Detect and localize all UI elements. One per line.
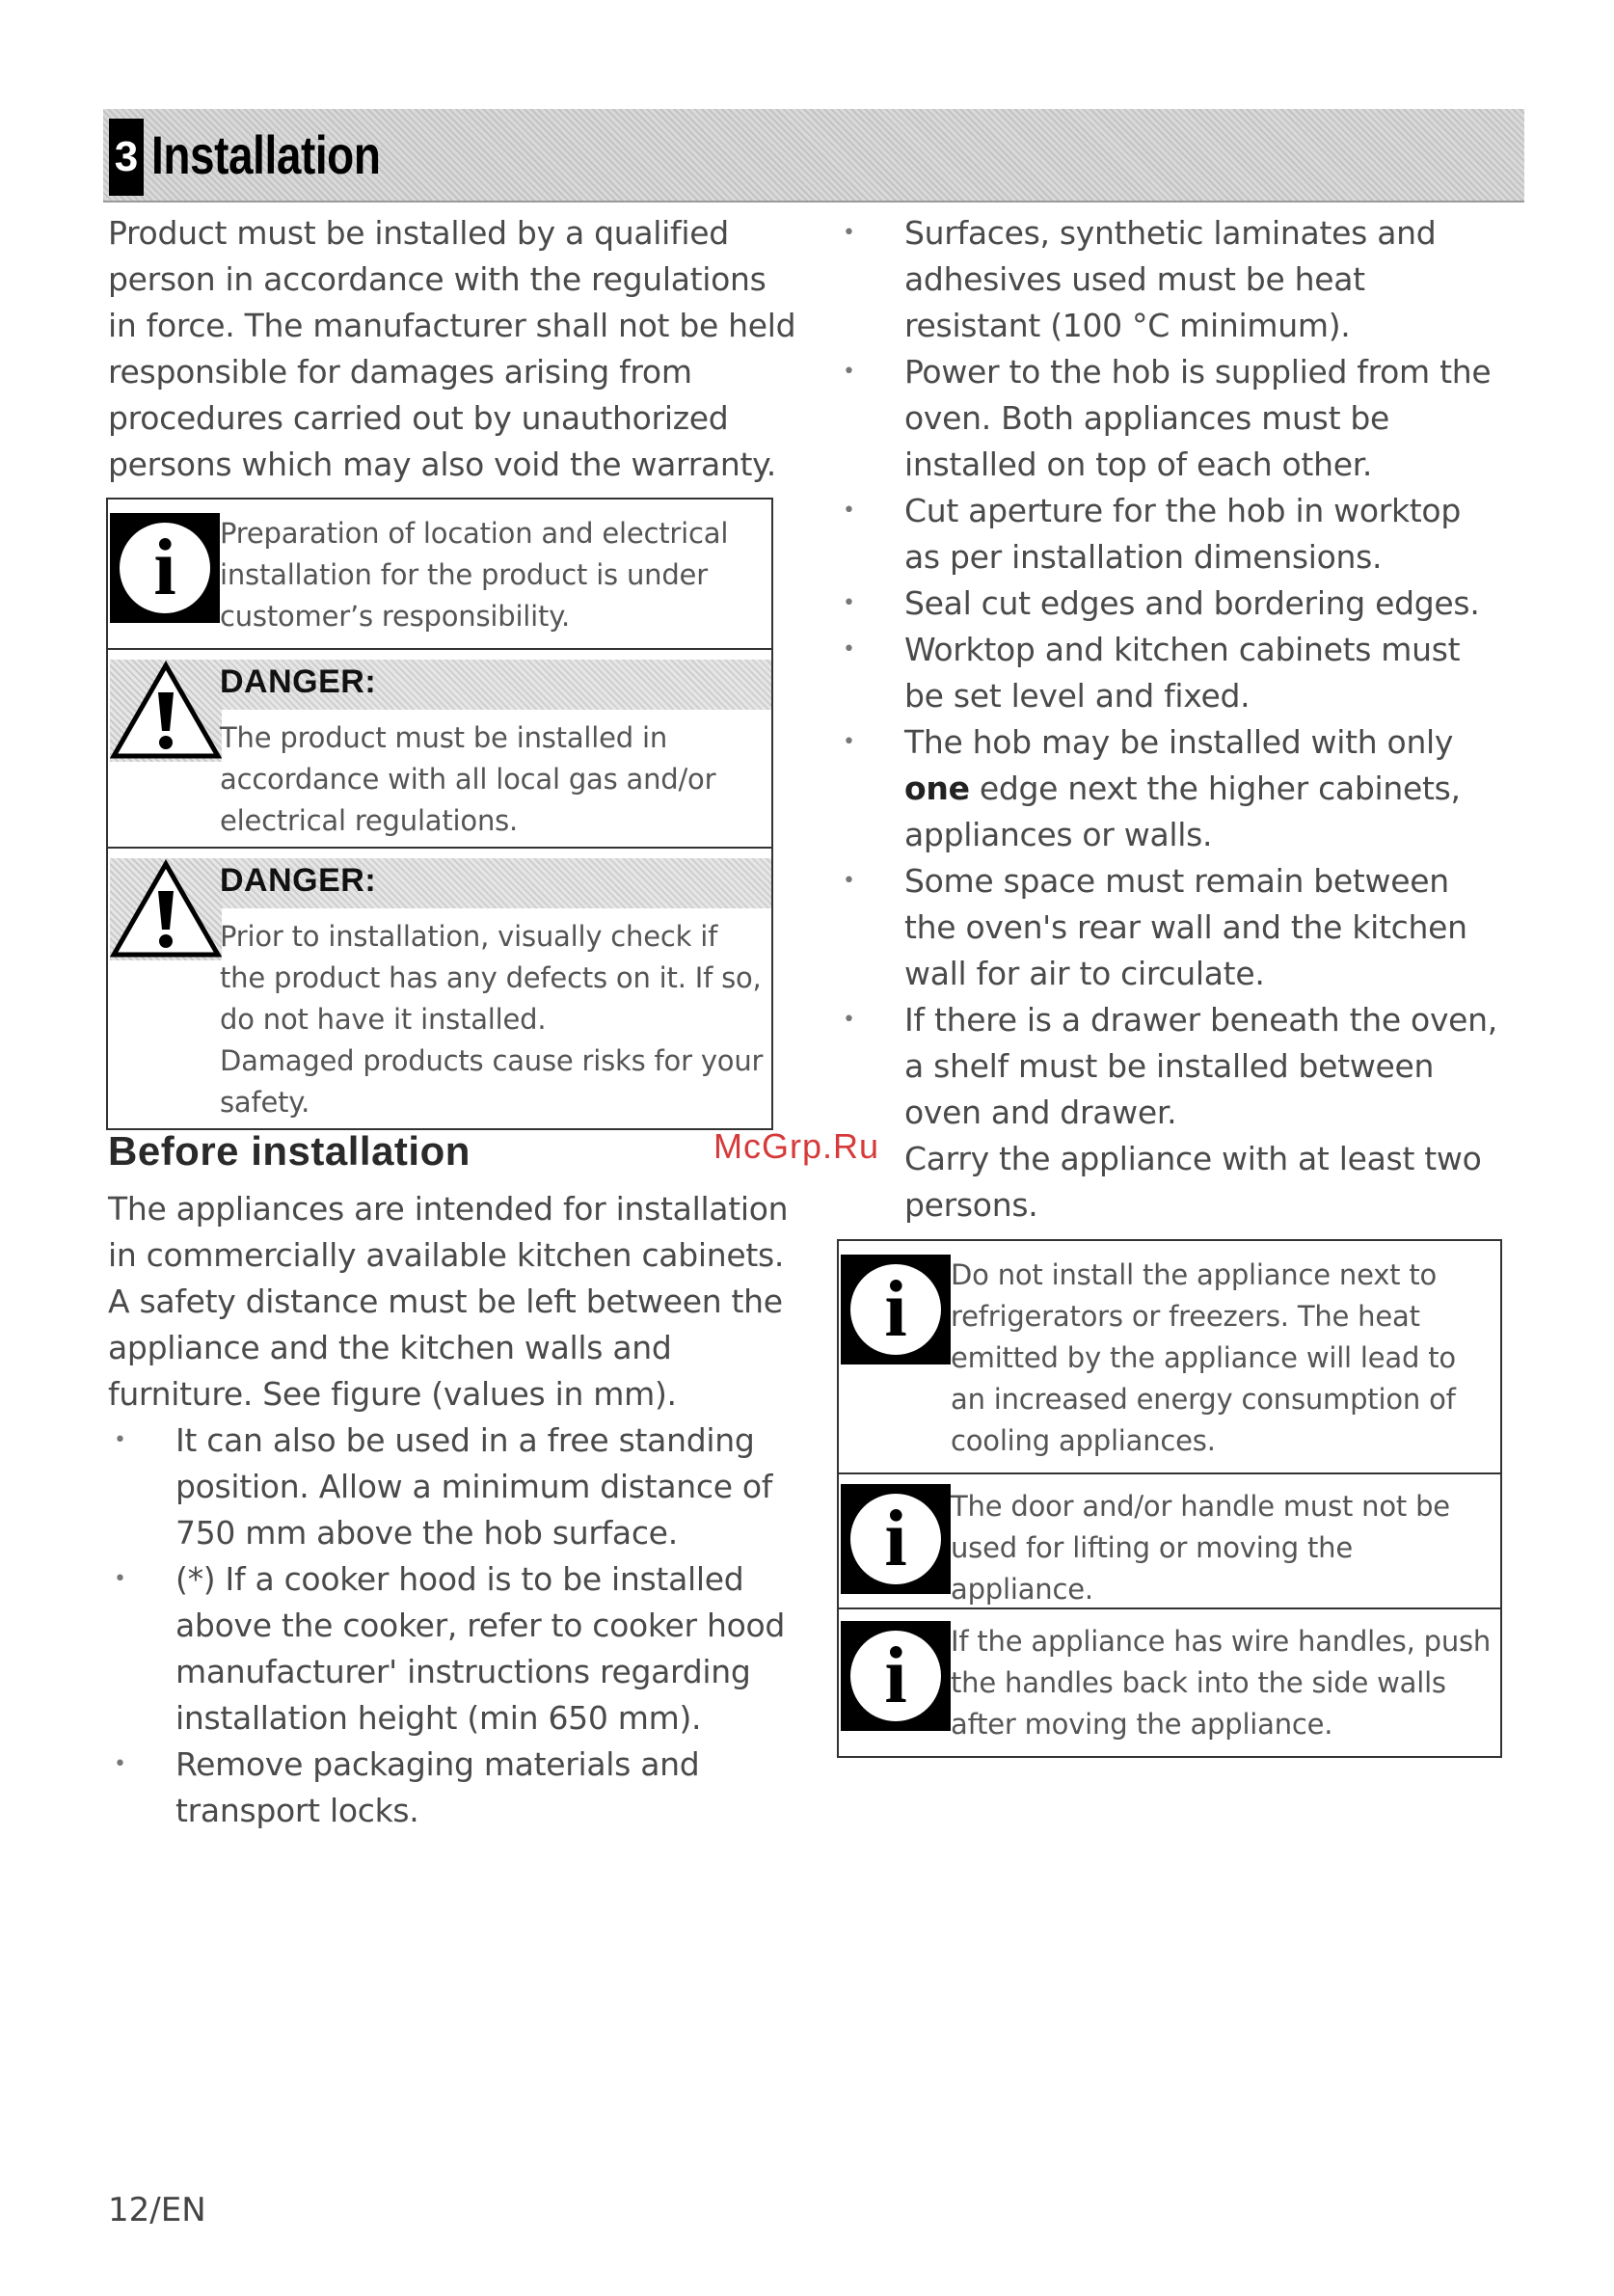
list-item: • It can also be used in a free standing position. Allow a minimum distance of 750 mm above the hob surface. <box>108 1418 802 1556</box>
before-paragraph: The appliances are intended for installation in commercially available kitchen cabinets. A safety distance must be left between the appliance and the kitchen walls and furniture. See figure (values in mm). <box>108 1190 789 1413</box>
intro-paragraph: Product must be installed by a qualified person in accordance with the regulations in force. The manufacturer shall not be held responsible for damages arising from procedures carried out by unauthorized persons which may also void the warranty. <box>108 214 796 483</box>
note-line: Damaged products cause risks for your safety. <box>220 1044 764 1119</box>
info-icon: i <box>841 1484 951 1594</box>
list-item: • If there is a drawer beneath the oven, a shelf must be installed between oven and drawer. <box>837 997 1502 1136</box>
note-danger-regulations <box>108 650 771 849</box>
right-column <box>837 210 1502 1229</box>
list-item: • Some space must remain between the oven's rear wall and the kitchen wall for air to circulate. <box>837 858 1502 997</box>
intro-section <box>108 210 802 488</box>
bullet-icon: • <box>843 360 855 384</box>
note-text: The door and/or handle must not be used for lifting or moving the appliance. <box>951 1490 1450 1606</box>
chapter-title: Installation <box>151 124 381 185</box>
note-text: The product must be installed in accordance with all local gas and/or electrical regulations. <box>220 721 716 837</box>
bullet-icon: • <box>843 591 855 615</box>
left-notes-box <box>106 498 773 1130</box>
bullet-icon: • <box>843 221 855 245</box>
bullet-icon: • <box>843 1008 855 1032</box>
info-icon: i <box>110 513 220 623</box>
note-info-preparation <box>108 500 771 650</box>
list-item: • Cut aperture for the hob in worktop as per installation dimensions. <box>837 488 1502 581</box>
list-item: • Remove packaging materials and transport locks. <box>108 1742 802 1834</box>
watermark: McGrp.Ru <box>713 1126 880 1166</box>
bullet-icon: • <box>843 730 855 754</box>
note-text <box>220 916 767 1123</box>
bullet-icon: • <box>843 637 855 662</box>
right-bullets <box>837 210 1502 1136</box>
note-text: Do not install the appliance next to refrigerators or freezers. The heat emitted by the appliance will lead to an increased energy consumption of cooling appliances. <box>951 1258 1456 1457</box>
chapter-number: 3 <box>109 119 144 196</box>
bullet-icon: • <box>843 869 855 893</box>
bullet-icon: • <box>114 1752 126 1776</box>
carry-line: Carry the appliance with at least two persons. <box>904 1140 1482 1224</box>
info-icon: i <box>841 1621 951 1731</box>
list-item: • (*) If a cooker hood is to be installed above the cooker, refer to cooker hood manufacturer' instructions regarding installation height (min 650 mm). <box>108 1556 802 1742</box>
info-icon: i <box>841 1255 951 1364</box>
list-item: • Power to the hob is supplied from the oven. Both appliances must be installed on top of each other. <box>837 349 1502 488</box>
chapter-header <box>103 109 1524 203</box>
warning-triangle-icon <box>110 858 222 960</box>
before-bullets <box>108 1418 802 1834</box>
right-notes-box <box>837 1239 1502 1758</box>
danger-title: DANGER: <box>220 663 377 700</box>
list-item: • The hob may be installed with only one edge next the higher cabinets, appliances or walls. <box>837 719 1502 858</box>
section-heading: Before installation <box>108 1128 471 1174</box>
warning-triangle-icon <box>110 660 222 762</box>
note-info-door-handle <box>839 1474 1500 1609</box>
note-info-refrigerators <box>839 1241 1500 1474</box>
bullet-icon: • <box>114 1567 126 1591</box>
page-number: 12/EN <box>108 2191 206 2229</box>
note-line: Prior to installation, visually check if the product has any defects on it. If so, do not have it installed. <box>220 920 762 1036</box>
note-text: Preparation of location and electrical installation for the product is under customer’s responsibility. <box>220 517 729 633</box>
note-danger-defects <box>108 849 771 1128</box>
bullet-icon: • <box>114 1428 126 1452</box>
danger-title: DANGER: <box>220 862 377 899</box>
note-info-wire-handles <box>839 1609 1500 1756</box>
list-item: • Seal cut edges and bordering edges. <box>837 581 1502 627</box>
before-section <box>108 1186 802 1834</box>
note-text: If the appliance has wire handles, push the handles back into the side walls after moving the appliance. <box>951 1625 1492 1741</box>
list-item: • Surfaces, synthetic laminates and adhesives used must be heat resistant (100 °C minimum). <box>837 210 1502 349</box>
list-item: • Worktop and kitchen cabinets must be set level and fixed. <box>837 627 1502 719</box>
bullet-icon: • <box>843 499 855 523</box>
